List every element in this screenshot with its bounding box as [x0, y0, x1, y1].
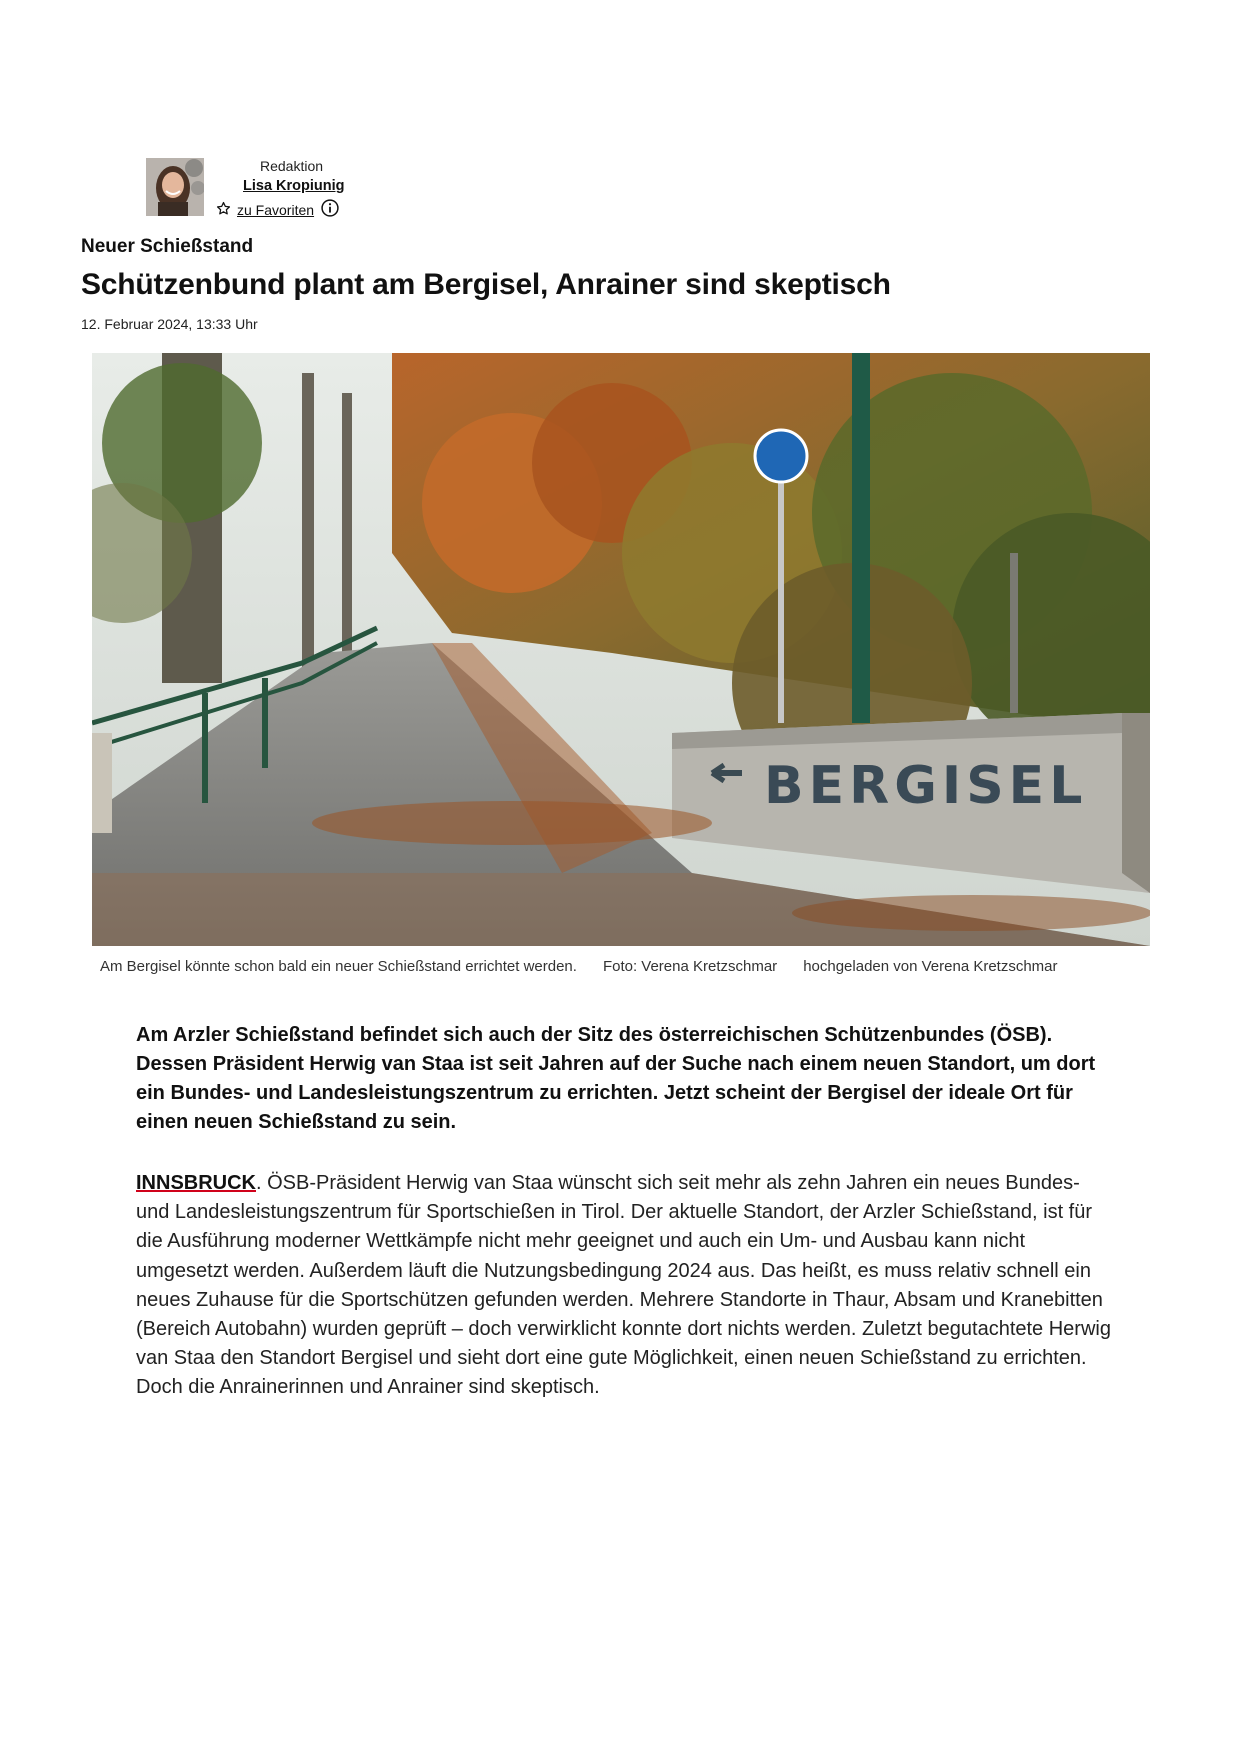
- author-name-link[interactable]: Lisa Kropiunig: [243, 178, 345, 194]
- article-date: 12. Februar 2024, 13:33 Uhr: [81, 316, 258, 332]
- add-to-favorites-link[interactable]: zu Favoriten: [237, 201, 315, 218]
- photo-sign-text: BERGISEL: [764, 756, 1088, 816]
- author-role: Redaktion: [260, 158, 324, 174]
- photo-caption: [100, 956, 1100, 978]
- caption-text: Am Bergisel könnte schon bald ein neuer Schießstand errichtet werden.: [100, 958, 577, 975]
- location-link[interactable]: INNSBRUCK: [136, 1172, 256, 1194]
- article-body: [136, 1169, 1116, 1403]
- author-box: [146, 158, 466, 216]
- favorites-row: [216, 198, 340, 221]
- article-lead: Am Arzler Schießstand befindet sich auch der Sitz des österreichischen Schützenbundes (ÖSB). Dessen Präsident Herwig van Staa ist seit Jahren auf der Suche nach einem neuen Standort, um dort ein Bundes- und Landesleistungszentrum zu errichten. Jetzt scheint der Bergisel der ideale Ort für einen neuen Schießstand zu sein.: [136, 1024, 1096, 1133]
- info-circle-icon[interactable]: [320, 198, 340, 221]
- star-outline-icon[interactable]: [216, 201, 231, 219]
- article-kicker: Neuer Schießstand: [81, 236, 254, 257]
- article-photo[interactable]: [92, 353, 1150, 946]
- photo-uploaded-by: hochgeladen von Verena Kretzschmar: [803, 958, 1058, 975]
- article-body-text: . ÖSB-Präsident Herwig van Staa wünscht sich seit mehr als zehn Jahren ein neues Bundes- und Landesleistungszentrum für Sportschießen in Tirol. Der aktuelle Standort, der Arzler Schießstand, ist für die Ausführung moderner Wettkämpfe nicht mehr geeignet und auch ein Um- und Ausbau kann nicht umgesetzt werden. Außerdem läuft die Nutzungsbedingung 2024 aus. Das heißt, es muss relativ schnell ein neues Zuhause für die Sportschützen gefunden werden. Mehrere Standorte in Thaur, Absam und Kranebitten (Bereich Autobahn) wurden geprüft – doch verwirklicht konnte dort nichts werden. Zuletzt begutachtete Herwig van Staa den Standort Bergisel und sieht dort eine gute Möglichkeit, einen neuen Schießstand zu errichten. Doch die Anrainerinnen und Anrainer sind skeptisch.: [136, 1172, 1111, 1399]
- photo-credit: Foto: Verena Kretzschmar: [602, 958, 778, 975]
- article-headline: Schützenbund plant am Bergisel, Anrainer sind skeptisch: [81, 268, 891, 301]
- author-avatar[interactable]: [146, 158, 204, 216]
